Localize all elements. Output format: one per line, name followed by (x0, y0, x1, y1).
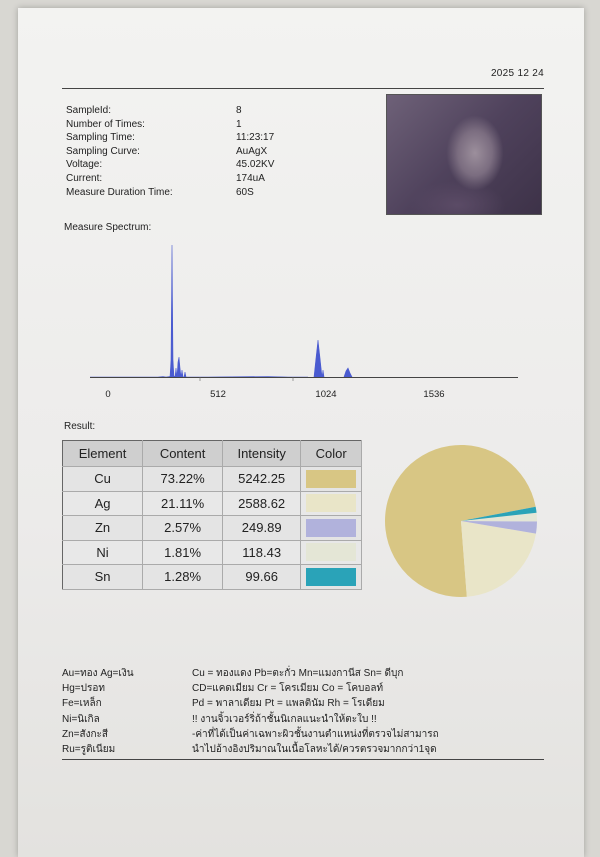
legend-row (62, 681, 552, 696)
spectrum-peak (184, 372, 186, 377)
spectrum-peak (322, 370, 324, 377)
legend-right: Pd = พาลาเดียม Pt = แพลตินัม Rh = โรเดียม (192, 698, 385, 710)
info-value: 60S (236, 186, 254, 198)
info-label: Sampling Curve: (66, 145, 140, 157)
element-legend (62, 666, 552, 757)
info-row (66, 118, 286, 132)
legend-left: Fe=เหล็ก (62, 698, 102, 710)
color-swatch (306, 568, 356, 586)
cell-intensity: 118.43 (223, 540, 301, 565)
footer-divider (62, 759, 544, 760)
legend-row (62, 727, 552, 742)
spectrum-peak (181, 370, 183, 377)
table-row (63, 467, 362, 492)
composition-pie-chart (384, 444, 538, 598)
legend-right: -ค่าที่ได้เป็นค่าเฉพาะผิวชั้นงานตำแหน่งที่ตรวจไม่สามารถ (192, 728, 439, 740)
sample-info (66, 104, 286, 199)
cell-element: Ag (63, 491, 143, 516)
info-value: 174uA (236, 172, 265, 184)
tick-label: 0 (105, 389, 111, 400)
result-table (62, 440, 362, 590)
spectrum-title: Measure Spectrum: (64, 222, 152, 233)
cell-intensity: 249.89 (223, 516, 301, 541)
info-label: Measure Duration Time: (66, 186, 173, 198)
info-label: Voltage: (66, 159, 103, 171)
legend-left: Zn=สังกะสี (62, 728, 109, 740)
legend-left: Hg=ปรอท (62, 683, 105, 695)
info-row (66, 131, 286, 145)
info-row (66, 172, 286, 186)
report-date: 2025 12 24 (490, 68, 544, 79)
info-label: Number of Times: (66, 118, 145, 130)
table-row (63, 491, 362, 516)
spectrum-peak (170, 245, 174, 377)
report-sheet (18, 8, 584, 857)
cell-element: Zn (63, 516, 143, 541)
spectrum-peaks (90, 245, 352, 377)
info-row (66, 104, 286, 118)
info-label: Sampling Time: (66, 132, 135, 144)
legend-left: Ni=นิเกิล (62, 713, 100, 725)
color-swatch (306, 494, 356, 512)
legend-right: Cu = ทองแดง Pb=ตะกั่ว Mn=แมงกานีส Sn= ดีบุก (192, 668, 404, 679)
cell-color (301, 565, 362, 590)
table-row (63, 540, 362, 565)
header-content: Content (143, 441, 223, 467)
spectrum-chart (78, 240, 518, 405)
info-label: SampleId: (66, 105, 112, 116)
header-element: Element (63, 441, 143, 467)
legend-row (62, 742, 552, 757)
header-intensity: Intensity (223, 441, 301, 467)
info-row (66, 158, 286, 172)
color-swatch (306, 470, 356, 488)
table-header-row (63, 441, 362, 467)
cell-color (301, 467, 362, 492)
cell-element: Ni (63, 540, 143, 565)
cell-color (301, 516, 362, 541)
cell-color (301, 540, 362, 565)
info-value: 8 (236, 105, 242, 116)
legend-row (62, 666, 552, 681)
result-title: Result: (64, 421, 96, 432)
cell-content: 1.28% (143, 565, 223, 590)
tick-label: 512 (210, 389, 226, 400)
legend-left: Au=ทอง Ag=เงิน (62, 668, 134, 679)
pie-slice-ag (461, 521, 536, 597)
sample-photo (386, 94, 542, 215)
legend-right: นำไปอ้างอิงปริมาณในเนื้อโลหะได้/ควรตรวจมากกว่า1จุด (192, 743, 437, 755)
cell-content: 73.22% (143, 467, 223, 492)
legend-row (62, 712, 552, 727)
spectrum-peak (177, 357, 181, 377)
header-color: Color (301, 441, 362, 467)
info-value: AuAgX (236, 145, 268, 157)
info-value: 1 (236, 118, 242, 130)
legend-right: CD=แคดเมียม Cr = โครเมียม Co = โคบอลท์ (192, 683, 384, 695)
cell-element: Cu (63, 467, 143, 492)
legend-row (62, 696, 552, 711)
info-value: 45.02KV (236, 159, 275, 171)
color-swatch (306, 543, 356, 561)
cell-intensity: 5242.25 (223, 467, 301, 492)
spectrum-peak (175, 368, 177, 377)
spectrum-peak (314, 340, 322, 377)
table-row (63, 565, 362, 590)
info-row (66, 186, 286, 200)
table-row (63, 516, 362, 541)
info-label: Current: (66, 172, 103, 184)
legend-right: !! งานจิ้วเวอร์ริ่ถ้าชั้นนิเกลแนะนำให้ตะใบ !! (192, 713, 377, 725)
cell-content: 2.57% (143, 516, 223, 541)
tick-label: 1024 (315, 389, 337, 400)
header-divider (62, 88, 544, 89)
spectrum-peak (344, 368, 352, 377)
color-swatch (306, 519, 356, 537)
cell-content: 21.11% (143, 491, 223, 516)
legend-left: Ru=รูติเนียม (62, 743, 116, 755)
spectrum-baseline-noise (90, 376, 308, 377)
info-row (66, 145, 286, 159)
cell-content: 1.81% (143, 540, 223, 565)
tick-label: 1536 (423, 389, 445, 400)
cell-color (301, 491, 362, 516)
cell-element: Sn (63, 565, 143, 590)
info-value: 11:23:17 (236, 132, 275, 144)
cell-intensity: 2588.62 (223, 491, 301, 516)
cell-intensity: 99.66 (223, 565, 301, 590)
